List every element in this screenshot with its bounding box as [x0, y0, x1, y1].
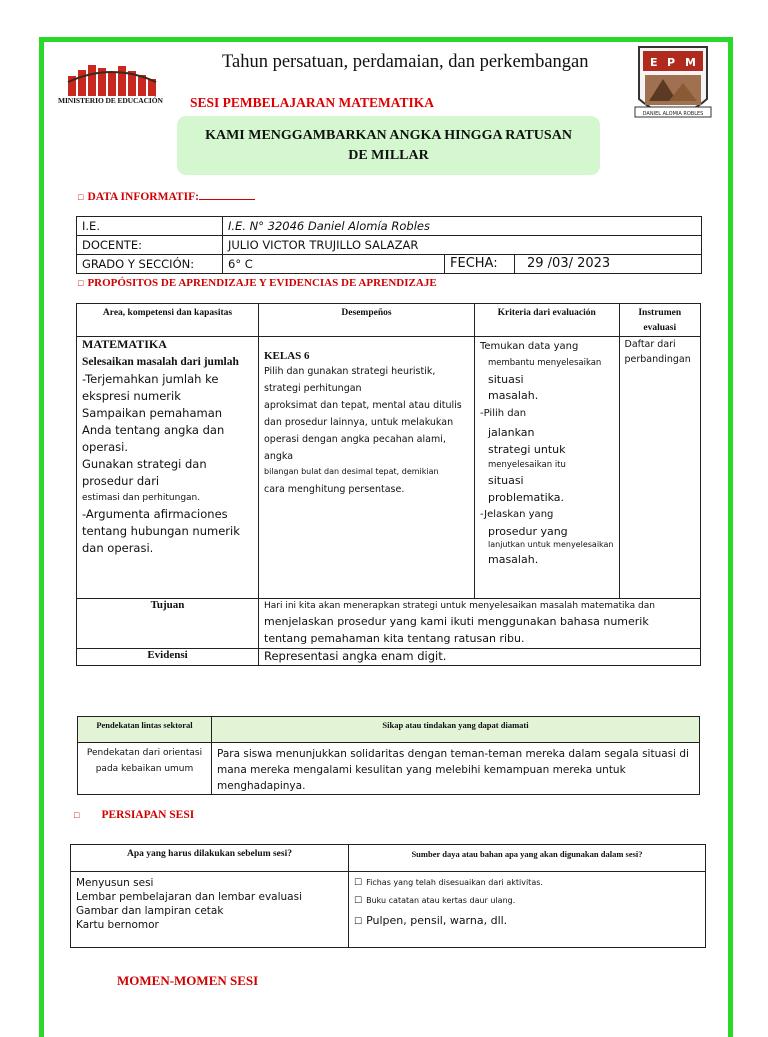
- persiapan-left-item: Kartu bernomor: [76, 919, 159, 931]
- session-title-line1: KAMI MENGGAMBARKAN ANGKA HINGGA RATUSAN: [205, 127, 572, 143]
- emblem-letter-m: M: [685, 56, 696, 69]
- sikap-left-cell: Pendekatan dari orientasi pada kebaikan umum: [78, 743, 212, 795]
- header-instrumen: Instrumen evaluasi: [619, 304, 701, 337]
- kriteria-3d: masalah.: [488, 553, 539, 566]
- tujuan-cell: [259, 599, 701, 649]
- square-bullet-icon: □: [74, 810, 80, 820]
- instrumen-cell: Daftar dari perbandingan: [619, 337, 701, 599]
- area-capacity-1: -Terjemahkan jumlah ke ekspresi numerik: [82, 372, 219, 403]
- kriteria-2a: -Pilih dan: [480, 408, 527, 419]
- sikap-header-left: Pendekatan lintas sektoral: [78, 717, 212, 743]
- resource-text: Buku catatan atau kertas daur ulang.: [366, 896, 516, 905]
- persiapan-right-item: [354, 874, 700, 892]
- desempeno-text-4: cara menghitung persentase.: [264, 484, 405, 495]
- propositos-content-row: [77, 337, 701, 599]
- tujuan-row: [77, 599, 701, 649]
- ministry-label: MINISTERIO DE EDUCACIÓN: [58, 96, 163, 105]
- kriteria-cell: [475, 337, 620, 599]
- persiapan-left-item: Lembar pembelajaran dan lembar evaluasi: [76, 891, 302, 903]
- header-area: Area, kompetensi dan kapasitas: [77, 304, 259, 337]
- momen-heading: MOMEN-MOMEN SESI: [117, 973, 259, 988]
- kriteria-1b: membantu menyelesaikan: [488, 358, 602, 368]
- area-cell: [77, 337, 259, 599]
- session-title-line2: DE MILLAR: [348, 147, 429, 163]
- persiapan-right-cell: [349, 872, 706, 948]
- sikap-right-cell: Para siswa menunjukkan solidaritas dengan teman-teman mereka dalam segala situasi di mana mereka mengalami kesulitan yang melebihi kemampuan mereka untuk menghadapinya.: [212, 743, 700, 795]
- emblem-letter-e: E: [650, 56, 658, 69]
- kriteria-1c: situasi masalah.: [488, 373, 539, 402]
- persiapan-heading: [74, 809, 194, 821]
- tujuan-label: Tujuan: [77, 599, 259, 649]
- resource-text: Fichas yang telah disesuaikan dari aktivitas.: [366, 878, 543, 887]
- info-value: I.E. N° 32046 Daniel Alomía Robles: [223, 217, 702, 236]
- persiapan-header-right: Sumber daya atau bahan apa yang akan digunakan dalam sesi?: [349, 845, 706, 872]
- persiapan-left-item: Gambar dan lampiran cetak: [76, 905, 224, 917]
- desempeno-text-3: bilangan bulat dan desimal tepat, demikian: [264, 467, 439, 476]
- square-bullet-icon: □: [78, 278, 84, 288]
- motto-text: Tahun persatuan, perdamaian, dan perkembangan: [222, 52, 589, 72]
- grade-label: GRADO Y SECCIÓN:: [77, 255, 223, 274]
- blank-underline: [199, 190, 255, 200]
- persiapan-table: [70, 844, 706, 948]
- area-capacity-3a: Gunakan strategi dan prosedur dari: [82, 457, 207, 488]
- sikap-content-row: [78, 743, 700, 795]
- info-table: [76, 216, 702, 274]
- kriteria-3a: -Jelaskan yang: [480, 509, 554, 520]
- session-title-box: [177, 116, 600, 175]
- kriteria-2b: jalankan strategi untuk: [488, 426, 566, 456]
- checkbox-icon: ☐: [354, 917, 363, 927]
- area-competency: Selesaikan masalah dari jumlah: [82, 356, 239, 368]
- desempeno-text-2: aproksimat dan tepat, mental atau ditulis dan prosedur lainnya, untuk melakukan operasi dengan angka pecahan alami, angka: [264, 400, 462, 462]
- tujuan-line-2: menjelaskan prosedur yang kami ikuti menggunakan bahasa numerik tentang pemahaman kita tentang ratusan ribu.: [264, 615, 649, 645]
- info-label: I.E.: [77, 217, 223, 236]
- date-label: FECHA:: [445, 255, 515, 274]
- kriteria-2d: situasi problematika.: [488, 474, 565, 504]
- school-emblem: [633, 43, 713, 125]
- evidensi-label: Evidensi: [77, 649, 259, 666]
- evidensi-value: Representasi angka enam digit.: [259, 649, 701, 666]
- checkbox-icon: ☐: [354, 896, 363, 906]
- emblem-letter-p: P: [667, 56, 676, 69]
- resource-text: Pulpen, pensil, warna, dll.: [366, 914, 508, 927]
- info-row-docente: [77, 236, 702, 255]
- persiapan-right-item: [354, 910, 700, 933]
- evidensi-row: [77, 649, 701, 666]
- kelas-label: KELAS 6: [264, 350, 310, 362]
- persiapan-right-item: [354, 892, 700, 910]
- propositos-header-row: [77, 304, 701, 337]
- checkbox-icon: ☐: [354, 878, 363, 888]
- square-bullet-icon: □: [78, 192, 84, 202]
- area-capacity-4: -Argumenta afirmaciones tentang hubungan numerik dan operasi.: [82, 507, 240, 555]
- kriteria-2c: menyelesaikan itu: [488, 460, 566, 470]
- sikap-header-row: [78, 717, 700, 743]
- propositos-label: PROPÓSITOS DE APRENDIZAJE Y EVIDENCIAS DE APRENDIZAJE: [87, 277, 437, 289]
- date-value: 29 /03/ 2023: [515, 255, 702, 274]
- area-capacity-2: Sampaikan pemahaman Anda tentang angka dan operasi.: [82, 406, 225, 454]
- grade-value: 6° C: [223, 255, 445, 274]
- header-kriteria: Kriteria dari evaluación: [475, 304, 620, 337]
- data-informatif-heading: [78, 190, 255, 203]
- desempeno-text-1: Pilih dan gunakan strategi heuristik, strategi perhitungan: [264, 366, 436, 394]
- persiapan-label: PERSIAPAN SESI: [101, 809, 195, 821]
- desempenos-cell: [259, 337, 475, 599]
- kriteria-3b: prosedur yang: [488, 525, 568, 538]
- info-row-ie: [77, 217, 702, 236]
- info-label: DOCENTE:: [77, 236, 223, 255]
- area-subject: MATEMATIKA: [82, 337, 167, 351]
- header-desempenos: Desempeños: [259, 304, 475, 337]
- persiapan-content-row: [71, 872, 706, 948]
- area-capacity-3b: estimasi dan perhitungan.: [82, 493, 201, 503]
- propositos-table: [76, 303, 701, 666]
- session-label: SESI PEMBELAJARAN MATEMATIKA: [190, 95, 435, 110]
- persiapan-left-item: Menyusun sesi: [76, 877, 154, 889]
- sikap-header-right: Sikap atau tindakan yang dapat diamati: [212, 717, 700, 743]
- info-value: JULIO VICTOR TRUJILLO SALAZAR: [223, 236, 702, 255]
- data-informatif-label: DATA INFORMATIF:: [87, 191, 199, 203]
- persiapan-header-row: [71, 845, 706, 872]
- propositos-heading: [78, 277, 437, 289]
- kriteria-3c: lanjutkan untuk menyelesaikan: [488, 540, 614, 549]
- sikap-table: [77, 716, 700, 795]
- persiapan-header-left: Apa yang harus dilakukan sebelum sesi?: [71, 845, 349, 872]
- tujuan-line-1: Hari ini kita akan menerapkan strategi untuk menyelesaikan masalah matematika dan: [264, 601, 655, 611]
- emblem-caption: DANIEL ALOMIA ROBLES: [642, 111, 704, 117]
- kriteria-1a: Temukan data yang: [480, 341, 579, 352]
- persiapan-left-cell: [71, 872, 349, 948]
- info-row-grade: [77, 255, 702, 274]
